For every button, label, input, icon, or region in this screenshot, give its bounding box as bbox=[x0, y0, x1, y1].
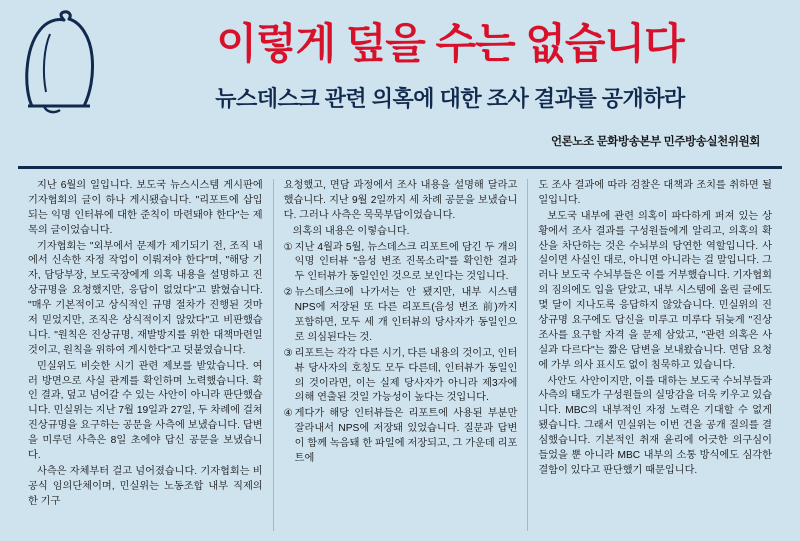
page-header bbox=[0, 0, 800, 160]
article-column-3 bbox=[527, 179, 782, 531]
paragraph: 보도국 내부에 관련 의혹이 파다하게 퍼져 있는 상황에서 조사 결과를 구성원들에게 알리고, 의혹의 확산을 차단하는 것은 수뇌부의 당연한 역할입니다. 사실이면 사실인 대로, 아니면 아니라는 걸 말입니다. 그러나 보도국 수뇌부들은 이를 거부했습니다. 기자협회의 짐의에도 입을 닫았고, 내부 시스템에 올린 글에도 몇 달이 지나도록 응답하지 않았습니다. 민실위의 진상규명 요구에도 답신을 미루고 미루다 뒤늦게 "진상조사를 요구할 자격 을 문제 삼았고, "관련 의혹은 사실과 다르다"는 짧은 답변을 보내왔습니다. 면담 요청에 가부 의사 표시도 없이 침묵하고 있습니다. bbox=[538, 210, 772, 371]
list-text: 리포트는 각각 다른 시기, 다른 내용의 것이고, 인터뷰 당사자의 호칭도 모두 다른데, 인터뷰가 동일인의 것이라면, 이는 실제 당사자가 아니라 제3자에 의해 연출된 것일 가능성이 높다는 것입니다. bbox=[294, 347, 518, 404]
numbered-item bbox=[284, 347, 518, 407]
paragraph: 요청했고, 면담 과정에서 조사 내용을 설명해 달라고 했습니다. 지난 9월 2일까지 세 차례 공문을 보냈습니다. 그러나 사측은 묵묵부답이었습니다. bbox=[283, 180, 518, 221]
list-marker: ④ bbox=[283, 408, 293, 420]
paragraph: 의혹의 내용은 이렇습니다. bbox=[292, 225, 410, 237]
list-marker: ③ bbox=[283, 347, 293, 359]
list-text: 게다가 해당 인터뷰들은 리포트에 사용된 부분만 잘라내서 NPS에 저장돼 있었습니다. 질문과 답변이 함께 녹음돼 한 파일에 저장되고, 그 가운데 리포트에 bbox=[294, 408, 518, 465]
article-column-2 bbox=[273, 179, 528, 531]
list-text: 지난 4월과 5월, 뉴스데스크 리포트에 담긴 두 개의 익명 인터뷰 "음성 변조 진목소리"를 확인한 결과 두 인터뷰가 동일인인 것으로 보인다는 것입니다. bbox=[294, 241, 518, 283]
headline-block bbox=[128, 22, 782, 113]
page-title: 이렇게 덮을 수는 없습니다 bbox=[216, 20, 684, 67]
paragraph: 민실위도 비슷한 시기 관련 제보를 받았습니다. 여러 방면으로 사실 관계를 확인하며 노력했습니다. 확인 결과, 덮고 넘어갈 수 있는 사안이 아니라 판단했습니다. 민실위는 지난 7월 19일과 27일, 두 차례에 걸쳐 진상규명을 요구하는 공문을 사측에 보냈습니다. 답변을 미루던 사측은 8일 초에야 답신 공문을 보냈습니다. bbox=[28, 360, 263, 462]
list-marker: ② bbox=[283, 287, 293, 299]
paragraph: 사측은 자체부터 걸고 넘어졌습니다. 기자협회는 비공식 임의단체이며, 민실위는 노동조합 내부 직제의 한 기구 bbox=[28, 465, 263, 507]
paragraph: 기자협회는 "외부에서 문제가 제기되기 전, 조직 내에서 신속한 자정 작업이 이뤄져야 한다"며, "해당 기자, 담당부장, 보도국장에게 의혹 내용을 설명하고 진상규명을 요청했지만, 응답이 없었다"고 밝혔습니다. "매우 기본적이고 상식적인 규명 절차가 진행된 것마저 믿었지만, 조직은 상식적이지 않았다"고 비판했습니다. "원칙은 진상규명, 재발방지를 위한 대책마련일 것이고, 원칙을 위하여 게시한다"고 덧붙였습니다. bbox=[28, 240, 263, 356]
byline: 언론노조 문화방송본부 민주방송실천위원회 bbox=[550, 136, 760, 149]
article-column-1 bbox=[18, 179, 273, 531]
numbered-item bbox=[284, 241, 518, 286]
bell-logo bbox=[14, 10, 106, 118]
numbered-item bbox=[284, 407, 518, 467]
list-text: 뉴스데스크에 나가서는 안 됐지만, 내부 시스템 NPS에 저장된 또 다른 리포트(음성 변조 前)까지 포함하면, 모두 세 개 인터뷰의 당사자가 동일인으로 의심된다는 것. bbox=[294, 287, 518, 343]
numbered-item bbox=[284, 286, 518, 346]
list-marker: ① bbox=[283, 241, 293, 253]
paragraph: 도 조사 결과에 따라 검찰은 대책과 조치를 취하면 될 일입니다. bbox=[538, 180, 772, 206]
article-columns bbox=[0, 169, 800, 541]
paragraph: 지난 6월의 일입니다. 보도국 뉴스시스템 게시판에 기자협회의 글이 하나 게시됐습니다. "리포트에 삽입되는 익명 인터뷰에 대한 준칙이 마련돼야 한다"는 제목의 글이었습니다. bbox=[28, 180, 263, 236]
page-subtitle: 뉴스데스크 관련 의혹에 대한 조사 결과를 공개하라 bbox=[215, 86, 685, 112]
paragraph: 사안도 사안이지만, 이를 대하는 보도국 수뇌부들과 사측의 태도가 구성원들의 실망감을 더욱 키우고 있습니다. MBC의 내부적인 자정 노력은 기대할 수 없게 됐습니다. 그래서 민실위는 이번 건을 공개 질의를 결심했습니다. 기본적인 취재 윤리에 어긋한 의구심이 들었을 뿐 아니라 MBC 내부의 소통 방식에도 심각한 결함이 있다고 판단했기 때문입니다. bbox=[538, 375, 772, 476]
